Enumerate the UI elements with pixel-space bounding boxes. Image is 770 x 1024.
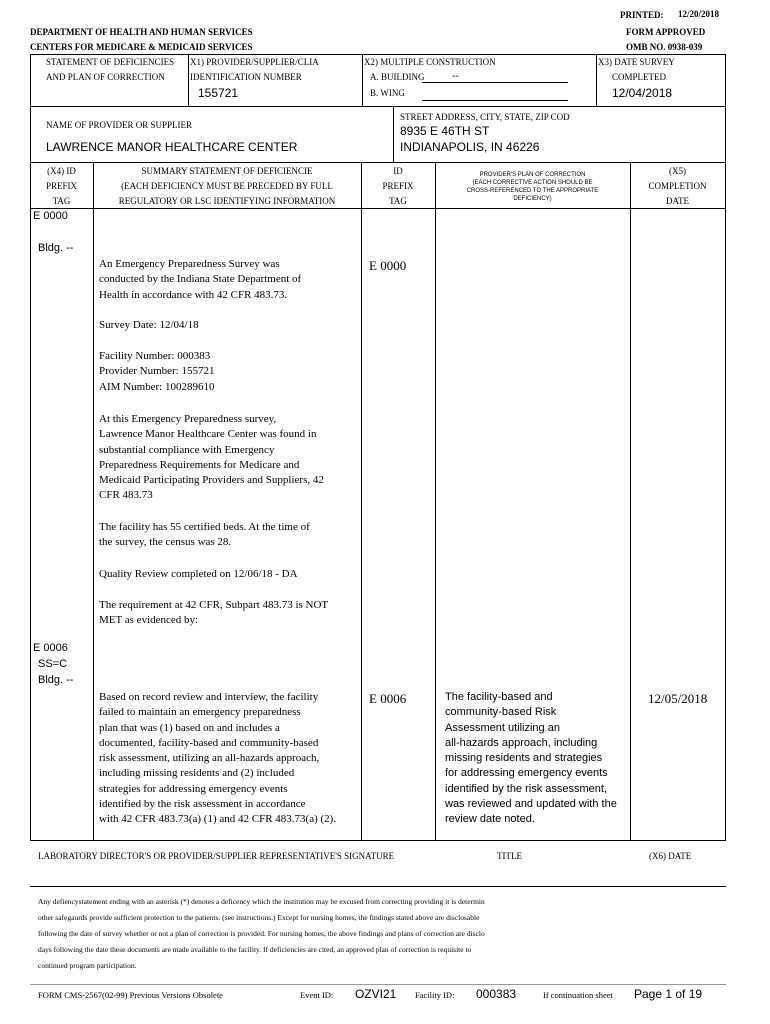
compliance-statement: At this Emergency Preparedness survey, Lawrence Manor Healthcare Center was found in substantial compliance with Emergency Preparedness Requirements for Medicare and Medicaid Participating Providers and Suppliers, 42 CFR 483.73 <box>99 413 324 502</box>
id-header: ID <box>393 166 403 176</box>
continuation-label: If continuation sheet <box>543 990 613 1000</box>
bldg-1: Bldg. -- <box>38 242 74 254</box>
form-approved: FORM APPROVED <box>626 27 706 37</box>
x6-date-label: (X6) DATE <box>649 851 692 861</box>
statement-label-1: STATEMENT OF DEFICIENCIES <box>46 57 175 67</box>
event-id-value: OZVI21 <box>355 987 397 1001</box>
centers-title: CENTERS FOR MEDICARE & MEDICAID SERVICES <box>30 42 253 52</box>
certified-beds: The facility has 55 certified beds. At the time of the survey, the census was 28. <box>99 521 310 549</box>
summary-header-2: (EACH DEFICIENCY MUST BE PRECEDED BY FULL <box>121 181 333 191</box>
id-tag-e0000: E 0000 <box>369 258 407 273</box>
x2-label: X2) MULTIPLE CONSTRUCTION <box>364 57 496 67</box>
address-city: INDIANAPOLIS, IN 46226 <box>400 140 540 154</box>
x3-divider <box>596 54 597 106</box>
x2-divider <box>362 54 363 106</box>
department-title: DEPARTMENT OF HEALTH AND HUMAN SERVICES <box>30 27 253 37</box>
columns-top-rule <box>30 162 726 163</box>
x1-label: X1) PROVIDER/SUPPLIER/CLIA <box>190 57 319 67</box>
header-top-rule <box>30 54 726 55</box>
x5-header: (X5) <box>669 166 686 176</box>
col-divider-2 <box>361 162 362 840</box>
date-header: DATE <box>666 196 689 206</box>
x1-divider <box>188 54 189 106</box>
plan-header-3: CROSS-REFERENCED TO THE APPROPRIATE <box>466 188 599 194</box>
tag-e0000: E 0000 <box>33 210 68 222</box>
bldg-2: Bldg. -- <box>38 674 74 686</box>
omb-number: OMB NO. 0938-039 <box>626 42 703 52</box>
x3-sub-label: COMPLETED <box>612 72 666 82</box>
provider-name-label: NAME OF PROVIDER OR SUPPLIER <box>46 120 193 130</box>
survey-date: Survey Date: 12/04/18 <box>99 319 199 331</box>
deficiency-summary: Based on record review and interview, the facility failed to maintain an emergency preparedness plan that was (1) based on and includes a documented, facility-based and community-based risk assessment, utilizing an all-hazards approach, including missing residents and (2) included strategies for addressing emergency events identified by the risk assessment in accordance with 42 CFR 483.73(a) (1) and 42 CFR 483.73(a) (2). <box>99 691 337 826</box>
address-label: STREET ADDRESS, CITY, STATE, ZIP COD <box>400 112 570 122</box>
printed-label: PRINTED: <box>620 10 664 20</box>
x4-id-header: (X4) ID <box>47 166 76 176</box>
col-divider-4 <box>630 162 631 840</box>
col-divider-3 <box>435 162 436 840</box>
tag-header: TAG <box>52 196 71 206</box>
plan-header-2: (EACH CORRECTIVE ACTION SHOULD BE <box>472 180 593 186</box>
wing-label: B. WING <box>370 88 405 98</box>
form-number: FORM CMS-2567(02-99) Previous Versions Obsolete <box>38 990 223 1000</box>
disclaimer-text: Any defiencystatement ending with an asterisk (*) denotes a deficency which the institution may be excused from correcting providing it is determin other safegaurds provide sufficient protection to the patients. (see instructions.) Except for nursing homes, the findings stated above are disclosable following the date of survey whether or not a plan of correction is provided. For nursing homes, the above findings and plans of correction are disclo days following the date these documents are made available to the facility. If deficiencies are cited, an approved plan of correction is requisite to continued program participation. <box>38 897 485 970</box>
facility-identifiers: Facility Number: 000383 Provider Number: 155721 AIM Number: 100289610 <box>99 350 215 393</box>
address-divider <box>393 106 394 162</box>
x1-sub-label: IDENTIFICATION NUMBER <box>190 72 302 82</box>
header-mid-rule <box>30 106 726 107</box>
requirement-statement: The requirement at 42 CFR, Subpart 483.73 is NOT MET as evidenced by: <box>99 599 329 627</box>
building-value: -- <box>452 71 459 82</box>
plan-header-4: DEFICIENCY) <box>513 196 552 202</box>
tag-header-2: TAG <box>389 196 407 206</box>
summary-intro: An Emergency Preparedness Survey was conducted by the Indiana State Department of Health in accordance with 42 CFR 483.73. <box>99 258 302 301</box>
scope-severity: SS=C <box>38 658 68 670</box>
facility-id-label: Facility ID: <box>415 990 455 1000</box>
survey-completed-date: 12/04/2018 <box>612 86 673 100</box>
col-divider-1 <box>93 162 94 840</box>
footer-rule <box>30 984 726 985</box>
completion-header: COMPLETION <box>648 181 707 191</box>
id-tag-e0006: E 0006 <box>369 691 407 706</box>
columns-bottom-rule <box>30 208 726 209</box>
summary-header-3: REGULATORY OR LSC IDENTIFYING INFORMATION <box>118 196 336 206</box>
prefix-header-2: PREFIX <box>382 181 414 191</box>
plan-header-1: PROVIDER'S PLAN OF CORRECTION <box>479 172 586 178</box>
building-label: A. BUILDING <box>370 72 425 82</box>
prefix-header: PREFIX <box>45 181 77 191</box>
summary-header-1: SUMMARY STATEMENT OF DEFICIENCIE <box>141 166 313 176</box>
page-number: Page 1 of 19 <box>634 987 703 1001</box>
clia-number: 155721 <box>198 86 239 100</box>
statement-label-2: AND PLAN OF CORRECTION <box>46 72 165 82</box>
disclaimer-rule <box>30 886 726 887</box>
event-id-label: Event ID: <box>300 990 334 1000</box>
facility-id-value: 000383 <box>476 987 517 1001</box>
tag-e0006: E 0006 <box>33 642 68 654</box>
completion-date: 12/05/2018 <box>648 691 708 706</box>
signature-label: LABORATORY DIRECTOR'S OR PROVIDER/SUPPLIER REPRESENTATIVE'S SIGNATURE <box>38 851 395 861</box>
provider-name: LAWRENCE MANOR HEALTHCARE CENTER <box>46 140 298 154</box>
building-underline <box>422 82 568 83</box>
wing-underline <box>422 100 568 101</box>
printed-date: 12/20/2018 <box>678 9 720 19</box>
right-border <box>725 54 726 840</box>
title-label: TITLE <box>497 851 522 861</box>
address-street: 8935 E 46TH ST <box>400 124 490 138</box>
plan-of-correction: The facility-based and community-based Risk Assessment utilizing an all-hazards approach, including missing residents and strategies for addressing emergency events identified by the risk assessment, was reviewed and updated with the review date noted. <box>445 691 617 826</box>
quality-review: Quality Review completed on 12/06/18 - DA <box>99 568 298 580</box>
x3-label: X3) DATE SURVEY <box>598 57 675 67</box>
table-bottom-rule <box>30 840 726 841</box>
